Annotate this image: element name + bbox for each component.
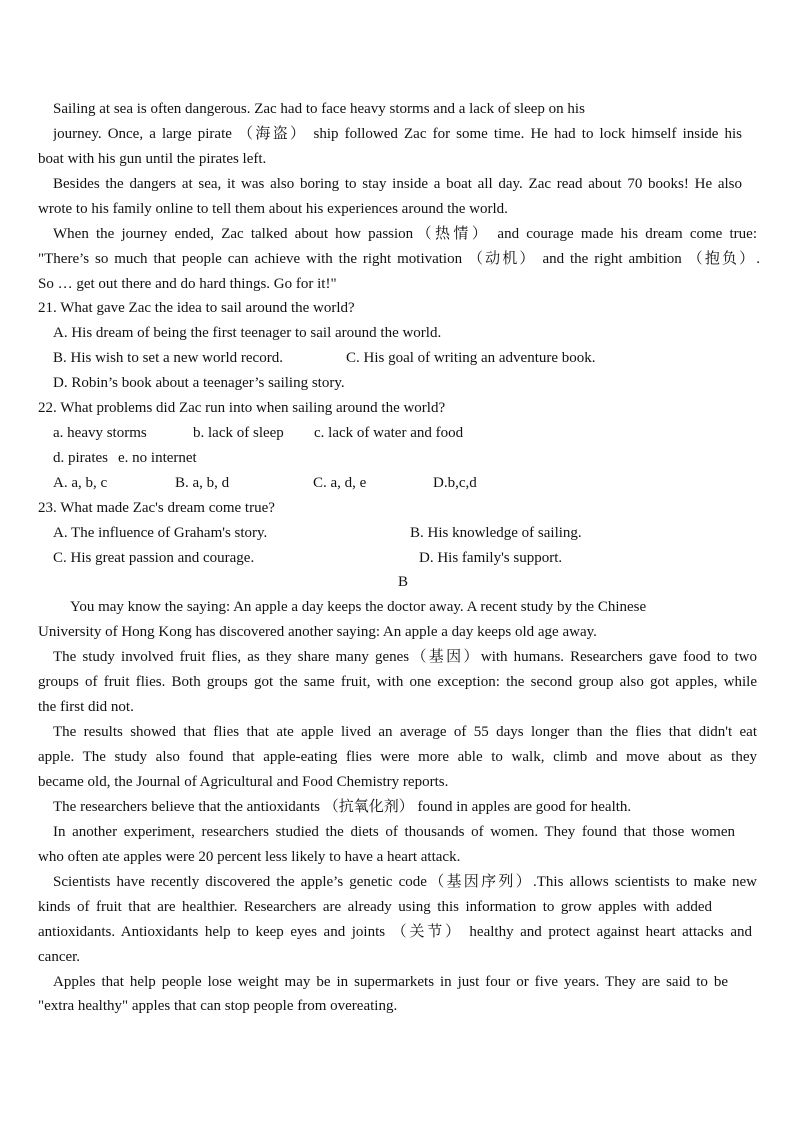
option-b: B. His knowledge of sailing. xyxy=(410,525,582,541)
text-line: boat with his gun until the pirates left. xyxy=(38,151,267,167)
item-e: e. no internet xyxy=(118,450,197,466)
text-line: The results showed that flies that ate apple lived an average of 55 days longer than the flies that didn't eat xyxy=(53,724,757,740)
text-line: became old, the Journal of Agricultural and Food Chemistry reports. xyxy=(38,774,449,790)
text-line: cancer. xyxy=(38,949,81,965)
option-a: A. a, b, c xyxy=(53,475,108,491)
option-d: D. Robin’s book about a teenager’s sailing story. xyxy=(53,375,345,391)
text-line: journey. Once, a large pirate （海盗） ship followed Zac for some time. He had to lock himself inside his xyxy=(53,126,742,142)
text-line: antioxidants. Antioxidants help to keep eyes and joints （关节） healthy and protect against heart attacks and xyxy=(38,924,752,940)
text-line: "extra healthy" apples that can stop people from overeating. xyxy=(38,998,398,1014)
text-line: apple. The study also found that apple-eating flies were more able to walk, climb and move about as they xyxy=(38,749,757,765)
text-line: Apples that help people lose weight may be in supermarkets in just four or five years. They are said to be xyxy=(53,974,728,990)
option-a: A. The influence of Graham's story. xyxy=(53,525,268,541)
text-line: kinds of fruit that are healthier. Researchers are already using this information to grow apples with added xyxy=(38,899,712,915)
item-c: c. lack of water and food xyxy=(314,425,464,441)
text-line: So … get out there and do hard things. Go for it!" xyxy=(38,276,337,292)
option-d: D.b,c,d xyxy=(433,475,477,491)
text-line: Scientists have recently discovered the apple’s genetic code（基因序列）.This allows scientists to make new xyxy=(53,874,757,890)
text-line: who often ate apples were 20 percent less likely to have a heart attack. xyxy=(38,849,461,865)
text-line: Sailing at sea is often dangerous. Zac had to face heavy storms and a lack of sleep on his xyxy=(53,101,585,117)
option-c: C. His goal of writing an adventure book. xyxy=(346,350,596,366)
text-line: You may know the saying: An apple a day keeps the doctor away. A recent study by the Chinese xyxy=(70,599,647,615)
text-line: The study involved fruit flies, as they share many genes（基因）with humans. Researchers gave food to two xyxy=(53,649,757,665)
text-line: University of Hong Kong has discovered another saying: An apple a day keeps old age away. xyxy=(38,624,597,640)
question-stem: 21. What gave Zac the idea to sail around the world? xyxy=(38,300,355,316)
question-stem: 23. What made Zac's dream come true? xyxy=(38,500,275,516)
section-heading: B xyxy=(398,574,409,590)
option-a: A. His dream of being the first teenager to sail around the world. xyxy=(53,325,442,341)
option-c: C. His great passion and courage. xyxy=(53,550,255,566)
option-b: B. a, b, d xyxy=(175,475,230,491)
text-line: groups of fruit flies. Both groups got the same fruit, with one exception: the second group also got apples, while xyxy=(38,674,757,690)
text-line: Besides the dangers at sea, it was also boring to stay inside a boat all day. Zac read about 70 books! He also xyxy=(53,176,742,192)
text-line: "There’s so much that people can achieve with the right motivation （动机） and the right ambition （抱负）. xyxy=(38,251,760,267)
item-d: d. pirates xyxy=(53,450,108,466)
option-d: D. His family's support. xyxy=(419,550,563,566)
text-line: When the journey ended, Zac talked about how passion（热情） and courage made his dream come true: xyxy=(53,226,757,242)
question-stem: 22. What problems did Zac run into when sailing around the world? xyxy=(38,400,446,416)
text-line: wrote to his family online to tell them about his experiences around the world. xyxy=(38,201,508,217)
text-line: The researchers believe that the antioxidants （抗氧化剂） found in apples are good for health. xyxy=(53,799,632,815)
text-line: In another experiment, researchers studied the diets of thousands of women. They found that those women xyxy=(53,824,735,840)
item-a: a. heavy storms xyxy=(53,425,147,441)
option-c: C. a, d, e xyxy=(313,475,367,491)
text-line: the first did not. xyxy=(38,699,134,715)
option-b: B. His wish to set a new world record. xyxy=(53,350,283,366)
item-b: b. lack of sleep xyxy=(193,425,284,441)
